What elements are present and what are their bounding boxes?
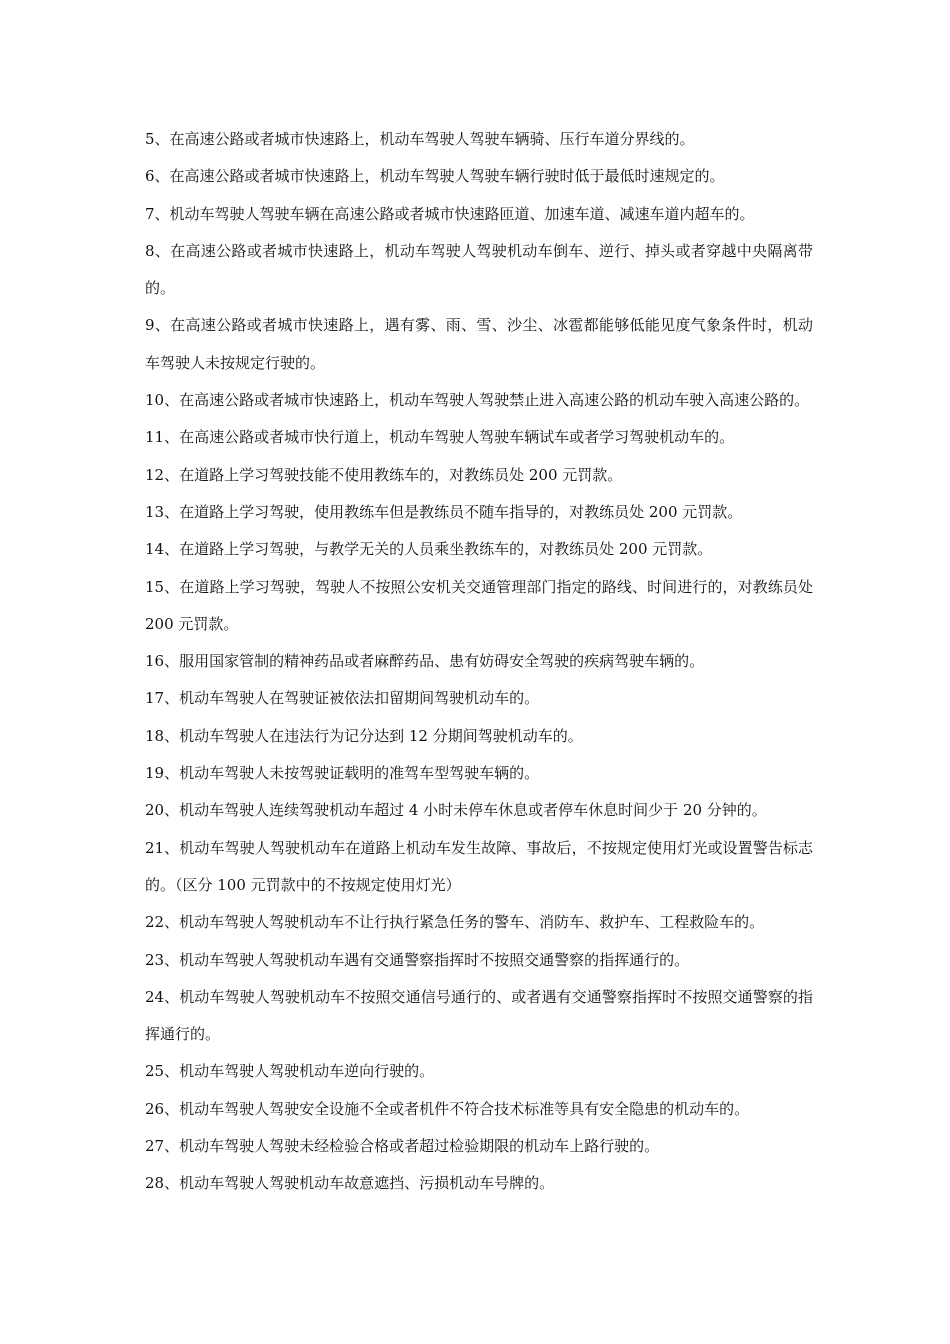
list-item: 25、机动车驾驶人驾驶机动车逆向行驶的。 bbox=[145, 1062, 435, 1081]
list-item: 18、机动车驾驶人在违法行为记分达到 12 分期间驾驶机动车的。 bbox=[145, 726, 583, 745]
list-item: 7、机动车驾驶人驾驶车辆在高速公路或者城市快速路匝道、加速车道、减速车道内超车的。 bbox=[145, 204, 755, 223]
list-item: 27、机动车驾驶人驾驶未经检验合格或者超过检验期限的机动车上路行驶的。 bbox=[145, 1137, 660, 1156]
list-item: 21、机动车驾驶人驾驶机动车在道路上机动车发生故障、事故后，不按规定使用灯光或设置警告标志的。（区分 100 元罚款中的不按规定使用灯光） bbox=[145, 838, 813, 894]
list-item: 14、在道路上学习驾驶，与教学无关的人员乘坐教练车的，对教练员处 200 元罚款。 bbox=[145, 540, 713, 559]
list-item: 5、在高速公路或者城市快速路上，机动车驾驶人驾驶车辆骑、压行车道分界线的。 bbox=[145, 130, 695, 148]
list-item: 28、机动车驾驶人驾驶机动车故意遮挡、污损机动车号牌的。 bbox=[145, 1174, 555, 1193]
list-item: 9、在高速公路或者城市快速路上，遇有雾、雨、雪、沙尘、冰雹都能够低能见度气象条件时，机动车驾驶人未按规定行驶的。 bbox=[145, 316, 813, 372]
list-item: 22、机动车驾驶人驾驶机动车不让行执行紧急任务的警车、消防车、救护车、工程救险车的。 bbox=[145, 913, 765, 932]
list-item: 24、机动车驾驶人驾驶机动车不按照交通信号通行的、或者遇有交通警察指挥时不按照交通警察的指挥通行的。 bbox=[145, 987, 813, 1044]
list-item: 11、在高速公路或者城市快行道上，机动车驾驶人驾驶车辆试车或者学习驾驶机动车的。 bbox=[145, 428, 735, 447]
document-body bbox=[145, 121, 813, 1203]
list-item: 17、机动车驾驶人在驾驶证被依法扣留期间驾驶机动车的。 bbox=[145, 689, 540, 708]
list-item: 16、服用国家管制的精神药品或者麻醉药品、患有妨碍安全驾驶的疾病驾驶车辆的。 bbox=[145, 652, 705, 671]
list-item: 26、机动车驾驶人驾驶安全设施不全或者机件不符合技术标准等具有安全隐患的机动车的。 bbox=[145, 1099, 750, 1118]
list-item: 19、机动车驾驶人未按驾驶证载明的准驾车型驾驶车辆的。 bbox=[145, 764, 540, 783]
list-item: 15、在道路上学习驾驶，驾驶人不按照公安机关交通管理部门指定的路线、时间进行的，对教练员处 200 元罚款。 bbox=[145, 577, 813, 633]
list-item: 6、在高速公路或者城市快速路上，机动车驾驶人驾驶车辆行驶时低于最低时速规定的。 bbox=[145, 167, 725, 186]
list-item: 8、在高速公路或者城市快速路上，机动车驾驶人驾驶机动车倒车、逆行、掉头或者穿越中央隔离带的。 bbox=[145, 241, 813, 298]
list-item: 10、在高速公路或者城市快速路上，机动车驾驶人驾驶禁止进入高速公路的机动车驶入高速公路的。 bbox=[145, 391, 810, 410]
list-item: 20、机动车驾驶人连续驾驶机动车超过 4 小时未停车休息或者停车休息时间少于 20 分钟的。 bbox=[145, 801, 767, 820]
list-item: 13、在道路上学习驾驶，使用教练车但是教练员不随车指导的，对教练员处 200 元罚款。 bbox=[145, 502, 743, 521]
list-item: 12、在道路上学习驾驶技能不使用教练车的，对教练员处 200 元罚款。 bbox=[145, 465, 623, 484]
list-item: 23、机动车驾驶人驾驶机动车遇有交通警察指挥时不按照交通警察的指挥通行的。 bbox=[145, 950, 690, 969]
